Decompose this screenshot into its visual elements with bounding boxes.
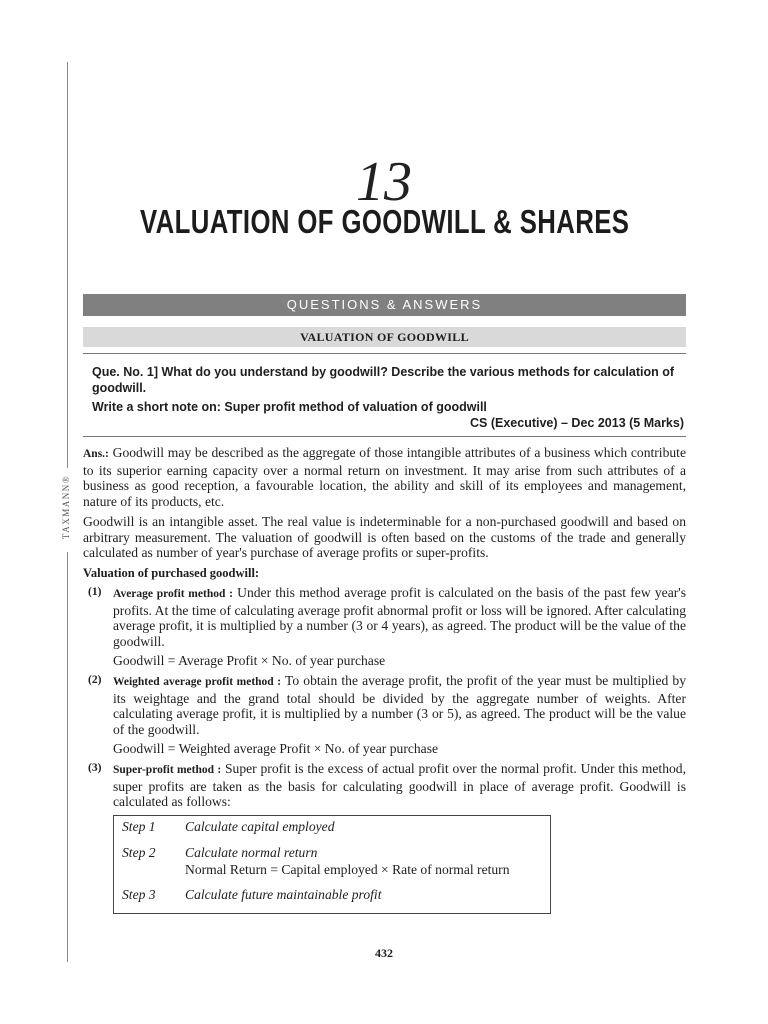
answer-para1-text: Goodwill may be described as the aggregate of those intangible attributes of a business which contribute to its superior earning capacity over a normal return on investment. It may arise from such attributes of a business as good reception, a favourable location, the ability and skill of its employees and management, nature of its products, etc.	[83, 445, 686, 509]
question-short-note: Write a short note on: Super profit method of valuation of goodwill	[92, 400, 487, 414]
chapter-number: 13	[356, 151, 412, 213]
method-heading: Weighted average profit method :	[113, 676, 282, 688]
method-number: (1)	[88, 586, 102, 598]
step-label: Step 2	[122, 845, 156, 860]
section-header: QUESTIONS & ANSWERS	[83, 294, 686, 316]
method-item-2	[88, 673, 686, 737]
step-label: Step 3	[122, 887, 156, 902]
answer-paragraph-2: Goodwill is an intangible asset. The real value is indeterminable for a non-purchased goodwill and based on arbitrary measurement. The valuation of goodwill is often based on the customs of the trade and generally calculated as number of year's purchase of average profits or super-profits.	[83, 514, 686, 560]
method-text: To obtain the average profit, the profit of the year must be multiplied by its weightage and the grand total should be divided by the aggregate number of weights. After calculating average profit, it is multiplied by a number (3 or 5), as agreed. The product will be the value of the goodwill.	[113, 673, 686, 737]
method-text: Super profit is the excess of actual profit over the normal profit. Under this method, super profits are taken as the basis for calculating goodwill in place of average profit. Goodwill is calculated as follows:	[113, 761, 686, 809]
step-description: Calculate capital employed	[185, 819, 335, 834]
taxmann-logo-text: TAXMANN®	[61, 474, 71, 540]
step-text	[185, 818, 335, 835]
answer-label: Ans.:	[83, 448, 109, 460]
super-profit-steps-box	[113, 815, 551, 914]
page-number: 432	[375, 946, 393, 960]
subsection-header: VALUATION OF GOODWILL	[83, 327, 686, 347]
question-box	[83, 353, 686, 437]
method-number: (3)	[88, 762, 102, 774]
method-2-formula: Goodwill = Weighted average Profit × No. of year purchase	[113, 741, 439, 756]
step-description: Calculate future maintainable profit	[185, 887, 382, 902]
step-label: Step 1	[122, 819, 156, 834]
taxmann-logo	[58, 468, 74, 552]
step-text	[185, 844, 510, 878]
method-heading: Super-profit method :	[113, 764, 222, 776]
method-item-3	[88, 761, 686, 810]
step-description: Calculate normal return	[185, 845, 318, 860]
step-text	[185, 886, 381, 903]
answer-paragraph-1	[83, 445, 686, 509]
method-number: (2)	[88, 674, 102, 686]
method-text: Under this method average profit is calculated on the basis of the past few year's profits. At the time of calculating average profit abnormal profit or loss will be ignored. After calculating average profit, it is multiplied by a number (3 or 4 years), as agreed. The product will be the value of the goodwill.	[113, 585, 687, 649]
chapter-title: VALUATION OF GOODWILL & SHARES	[140, 203, 630, 240]
purchased-goodwill-heading: Valuation of purchased goodwill:	[83, 566, 260, 580]
method-heading: Average profit method :	[113, 588, 233, 600]
question-source: CS (Executive) – Dec 2013 (5 Marks)	[470, 416, 684, 430]
step-detail: Normal Return = Capital employed × Rate of normal return	[185, 862, 510, 877]
question-text: Que. No. 1] What do you understand by goodwill? Describe the various methods for calculation of goodwill.	[92, 365, 675, 395]
method-item-1	[88, 585, 687, 649]
method-1-formula: Goodwill = Average Profit × No. of year purchase	[113, 653, 386, 668]
